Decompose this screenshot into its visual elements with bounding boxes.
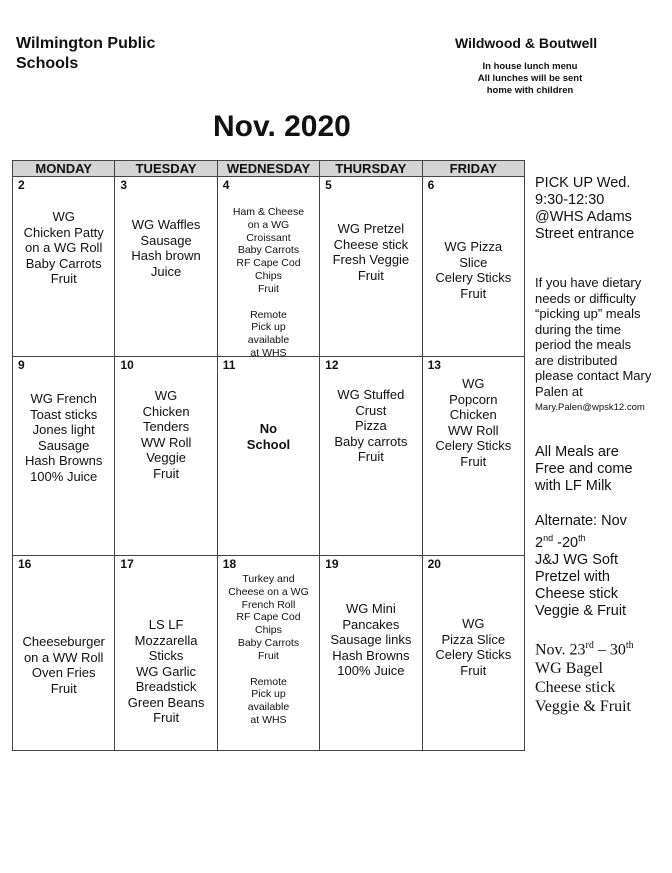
menu-item: Cheese on a WG (228, 585, 309, 598)
menu-item: Chicken (142, 403, 190, 419)
day-number: 20 (427, 557, 441, 571)
menu-item: Fruit (257, 282, 279, 295)
menu-item: Fruit (153, 465, 180, 481)
day-header-thursday: THURSDAY (320, 161, 422, 177)
late-nov-item: Cheese stick (535, 679, 616, 697)
menu-item: Baby Carrots (237, 244, 300, 257)
school-names: Wildwood & Boutwell (455, 35, 598, 51)
day-number: 12 (325, 358, 339, 372)
menu-item: Fruit (357, 449, 384, 464)
menu-item: Fruit (357, 267, 384, 283)
note-line: home with children (486, 85, 574, 96)
calendar-week (13, 357, 525, 556)
pickup-note: available (247, 701, 290, 714)
alternate-menu (535, 513, 670, 620)
day-number: 19 (325, 557, 339, 571)
menu-item: WG (462, 616, 485, 631)
menu-item: 100% Juice (337, 663, 405, 678)
menu-item: WG (462, 376, 485, 391)
day-header-friday: FRIDAY (422, 161, 524, 177)
menu-item: Sticks (148, 648, 184, 663)
menu-item: Hash Browns (332, 647, 410, 663)
pickup-line: PICK UP Wed. (535, 175, 631, 191)
menu-item: WG Garlic (136, 663, 197, 679)
alternate-item: Pretzel with (535, 568, 610, 585)
menu-item: WG Pizza (444, 239, 503, 254)
day-cell (13, 177, 115, 357)
menu-item: Baby carrots (334, 433, 408, 449)
menu-item: Celery Sticks (435, 270, 512, 285)
menu-item: Chicken (449, 407, 497, 422)
late-nov-dates (535, 636, 670, 659)
menu-item: Fruit (460, 285, 487, 301)
day-cell (217, 556, 319, 751)
day-header-monday: MONDAY (13, 161, 115, 177)
menu-item: Oven Fries (31, 665, 96, 680)
lunch-note (470, 61, 590, 97)
alternate-item: Cheese stick (535, 585, 619, 602)
page-title: Nov. 2020 (213, 110, 351, 143)
dietary-line: needs or difficulty (535, 290, 636, 306)
day-number: 2 (18, 178, 25, 192)
menu-item: LS LF (148, 617, 184, 632)
date-suffix: th (625, 639, 634, 651)
calendar-week (13, 177, 525, 357)
note-line: In house lunch menu (482, 61, 578, 72)
menu-item: Mozzarella (134, 632, 198, 648)
pickup-line: 9:30-12:30 (535, 192, 605, 208)
day-number: 10 (120, 358, 134, 372)
menu-item: Cheese stick (333, 236, 409, 252)
menu-item: Toast sticks (30, 406, 98, 422)
alternate-item: J&J WG Soft (535, 551, 618, 568)
contact-email: Mary.Palen@wpsk12.com (535, 402, 645, 413)
menu-item: Crust (355, 402, 387, 418)
menu-item: Juice (150, 263, 182, 279)
menu-items (13, 391, 114, 484)
menu-items (320, 221, 421, 283)
menu-item: RF Cape Cod (236, 257, 301, 270)
menu-item: Chips (255, 269, 282, 282)
menu-item: School (246, 436, 291, 452)
day-number: 5 (325, 178, 332, 192)
menu-item: Hash brown (131, 248, 201, 263)
menu-items (115, 217, 216, 279)
menu-item: Fruit (50, 680, 77, 696)
pickup-line: @WHS Adams (535, 209, 632, 225)
day-number: 18 (222, 557, 237, 571)
menu-item: Sausage (140, 232, 192, 248)
date-suffix: th (578, 533, 586, 543)
menu-item: Breadstick (135, 679, 197, 694)
menu-item: Fresh Veggie (332, 252, 410, 267)
spacer (218, 663, 319, 676)
day-number: 17 (120, 557, 134, 571)
pickup-note: Remote (250, 308, 287, 321)
free-meals-info (535, 444, 670, 495)
menu-items (218, 573, 319, 727)
day-cell (422, 357, 524, 556)
late-november-menu (535, 636, 670, 716)
menu-items (423, 376, 524, 469)
day-cell (115, 357, 217, 556)
menu-item: Hash Browns (25, 453, 103, 468)
menu-item: WG Pretzel (337, 221, 405, 236)
menu-item: Celery Sticks (435, 438, 512, 453)
menu-item: Chicken Patty (23, 224, 104, 240)
menu-items (423, 239, 524, 301)
menu-item: Pancakes (342, 616, 400, 632)
menu-item: Croissant (246, 231, 291, 244)
pickup-note: available (247, 334, 290, 347)
dietary-line: If you have dietary (535, 275, 642, 290)
menu-items (115, 617, 216, 726)
menu-item: Chips (255, 624, 282, 637)
pickup-info (535, 175, 670, 243)
menu-item: Sausage links (330, 632, 412, 647)
pickup-note: Pick up (251, 321, 286, 334)
day-cell (217, 357, 319, 556)
date-part: Nov. 23 (535, 641, 586, 659)
menu-item: on a WG Roll (25, 240, 103, 255)
spacer (218, 296, 319, 309)
menu-item: 100% Juice (30, 468, 98, 484)
dietary-line: period the meals (535, 337, 632, 352)
pickup-note: Pick up (251, 688, 286, 701)
menu-item: Fruit (460, 662, 487, 678)
alternate-dates (535, 530, 670, 552)
day-number: 13 (427, 358, 441, 372)
pickup-note: Remote (250, 675, 287, 688)
free-line: All Meals are (535, 444, 619, 460)
day-header-tuesday: TUESDAY (115, 161, 217, 177)
menu-item: Celery Sticks (435, 647, 512, 662)
late-nov-item: Veggie & Fruit (535, 698, 631, 716)
menu-item: Pizza Slice (441, 631, 506, 647)
date-part: -20 (553, 534, 579, 551)
menu-item: French Roll (241, 598, 296, 611)
dietary-line: are distributed (535, 352, 618, 368)
menu-item: Veggie (146, 450, 186, 465)
date-suffix: rd (585, 639, 594, 651)
info-sidebar (535, 175, 670, 716)
menu-items (320, 387, 421, 465)
day-number: 11 (222, 358, 236, 372)
menu-item: WG (154, 388, 178, 403)
dietary-info (535, 275, 670, 399)
alternate-item: Veggie & Fruit (535, 602, 627, 619)
menu-item: on a WG (247, 218, 290, 231)
menu-item: Ham & Cheese (232, 206, 305, 218)
menu-item: Fruit (50, 271, 77, 286)
menu-item: WG (52, 209, 75, 224)
day-cell (320, 556, 422, 751)
dietary-line: please contact Mary (535, 368, 652, 383)
menu-item: Cheeseburger (22, 634, 105, 649)
day-number: 9 (18, 358, 25, 372)
free-line: with LF Milk (535, 478, 612, 494)
day-cell (115, 177, 217, 357)
menu-item: Fruit (153, 710, 180, 725)
day-number: 16 (18, 557, 32, 571)
menu-item: Tenders (142, 419, 190, 434)
dietary-line: during the time (535, 321, 621, 337)
pickup-note: at WHS (250, 713, 287, 726)
day-cell (422, 177, 524, 357)
note-line: All lunches will be sent (477, 73, 583, 84)
day-cell (320, 177, 422, 357)
day-cell (115, 556, 217, 751)
dietary-line: Palen at (535, 383, 583, 399)
late-nov-item: WG Bagel (535, 660, 603, 678)
menu-calendar (12, 160, 525, 751)
menu-item: on a WW Roll (23, 649, 104, 665)
day-cell (320, 357, 422, 556)
menu-item: Sausage (38, 437, 90, 453)
day-cell (13, 357, 115, 556)
menu-item: Fruit (460, 453, 487, 469)
menu-item: Turkey and (242, 573, 295, 585)
menu-items (13, 209, 114, 287)
menu-item: WG Mini (345, 601, 396, 616)
date-part: – 30 (593, 641, 626, 659)
menu-items (13, 634, 114, 696)
menu-item: WW Roll (140, 434, 192, 450)
pickup-note: at WHS (250, 346, 287, 359)
day-cell (217, 177, 319, 357)
menu-item: Popcorn (449, 391, 498, 407)
menu-items (218, 421, 319, 452)
menu-item: RF Cape Cod (236, 611, 301, 624)
menu-items (423, 616, 524, 678)
menu-items (218, 206, 319, 360)
menu-item: Green Beans (127, 694, 205, 710)
day-cell (422, 556, 524, 751)
alternate-title: Alternate: Nov (535, 513, 627, 529)
dietary-line: “picking up” meals (535, 306, 641, 321)
free-line: Free and come (535, 461, 633, 477)
menu-item: WG French (30, 391, 97, 406)
menu-item: Fruit (257, 649, 279, 662)
menu-item: Pizza (354, 418, 387, 433)
menu-item: Jones light (32, 422, 95, 437)
menu-item: WW Roll (448, 422, 499, 438)
menu-item: Baby Carrots (25, 255, 102, 271)
calendar-week (13, 556, 525, 751)
pickup-line: Street entrance (535, 226, 635, 242)
day-cell (13, 556, 115, 751)
day-number: 3 (120, 178, 128, 192)
menu-item: Slice (459, 254, 488, 270)
district-name: Wilmington Public Schools (16, 35, 156, 72)
menu-item: No (259, 421, 278, 436)
day-number: 4 (222, 178, 230, 192)
menu-item: WG Stuffed (337, 387, 405, 402)
menu-items (115, 388, 216, 481)
day-number: 6 (427, 178, 435, 192)
date-part: 2 (535, 534, 544, 551)
date-suffix: nd (543, 533, 554, 543)
day-header-wednesday: WEDNESDAY (217, 161, 319, 177)
menu-items (320, 601, 421, 679)
menu-item: Baby Carrots (237, 636, 300, 649)
menu-item: WG Waffles (131, 217, 201, 232)
